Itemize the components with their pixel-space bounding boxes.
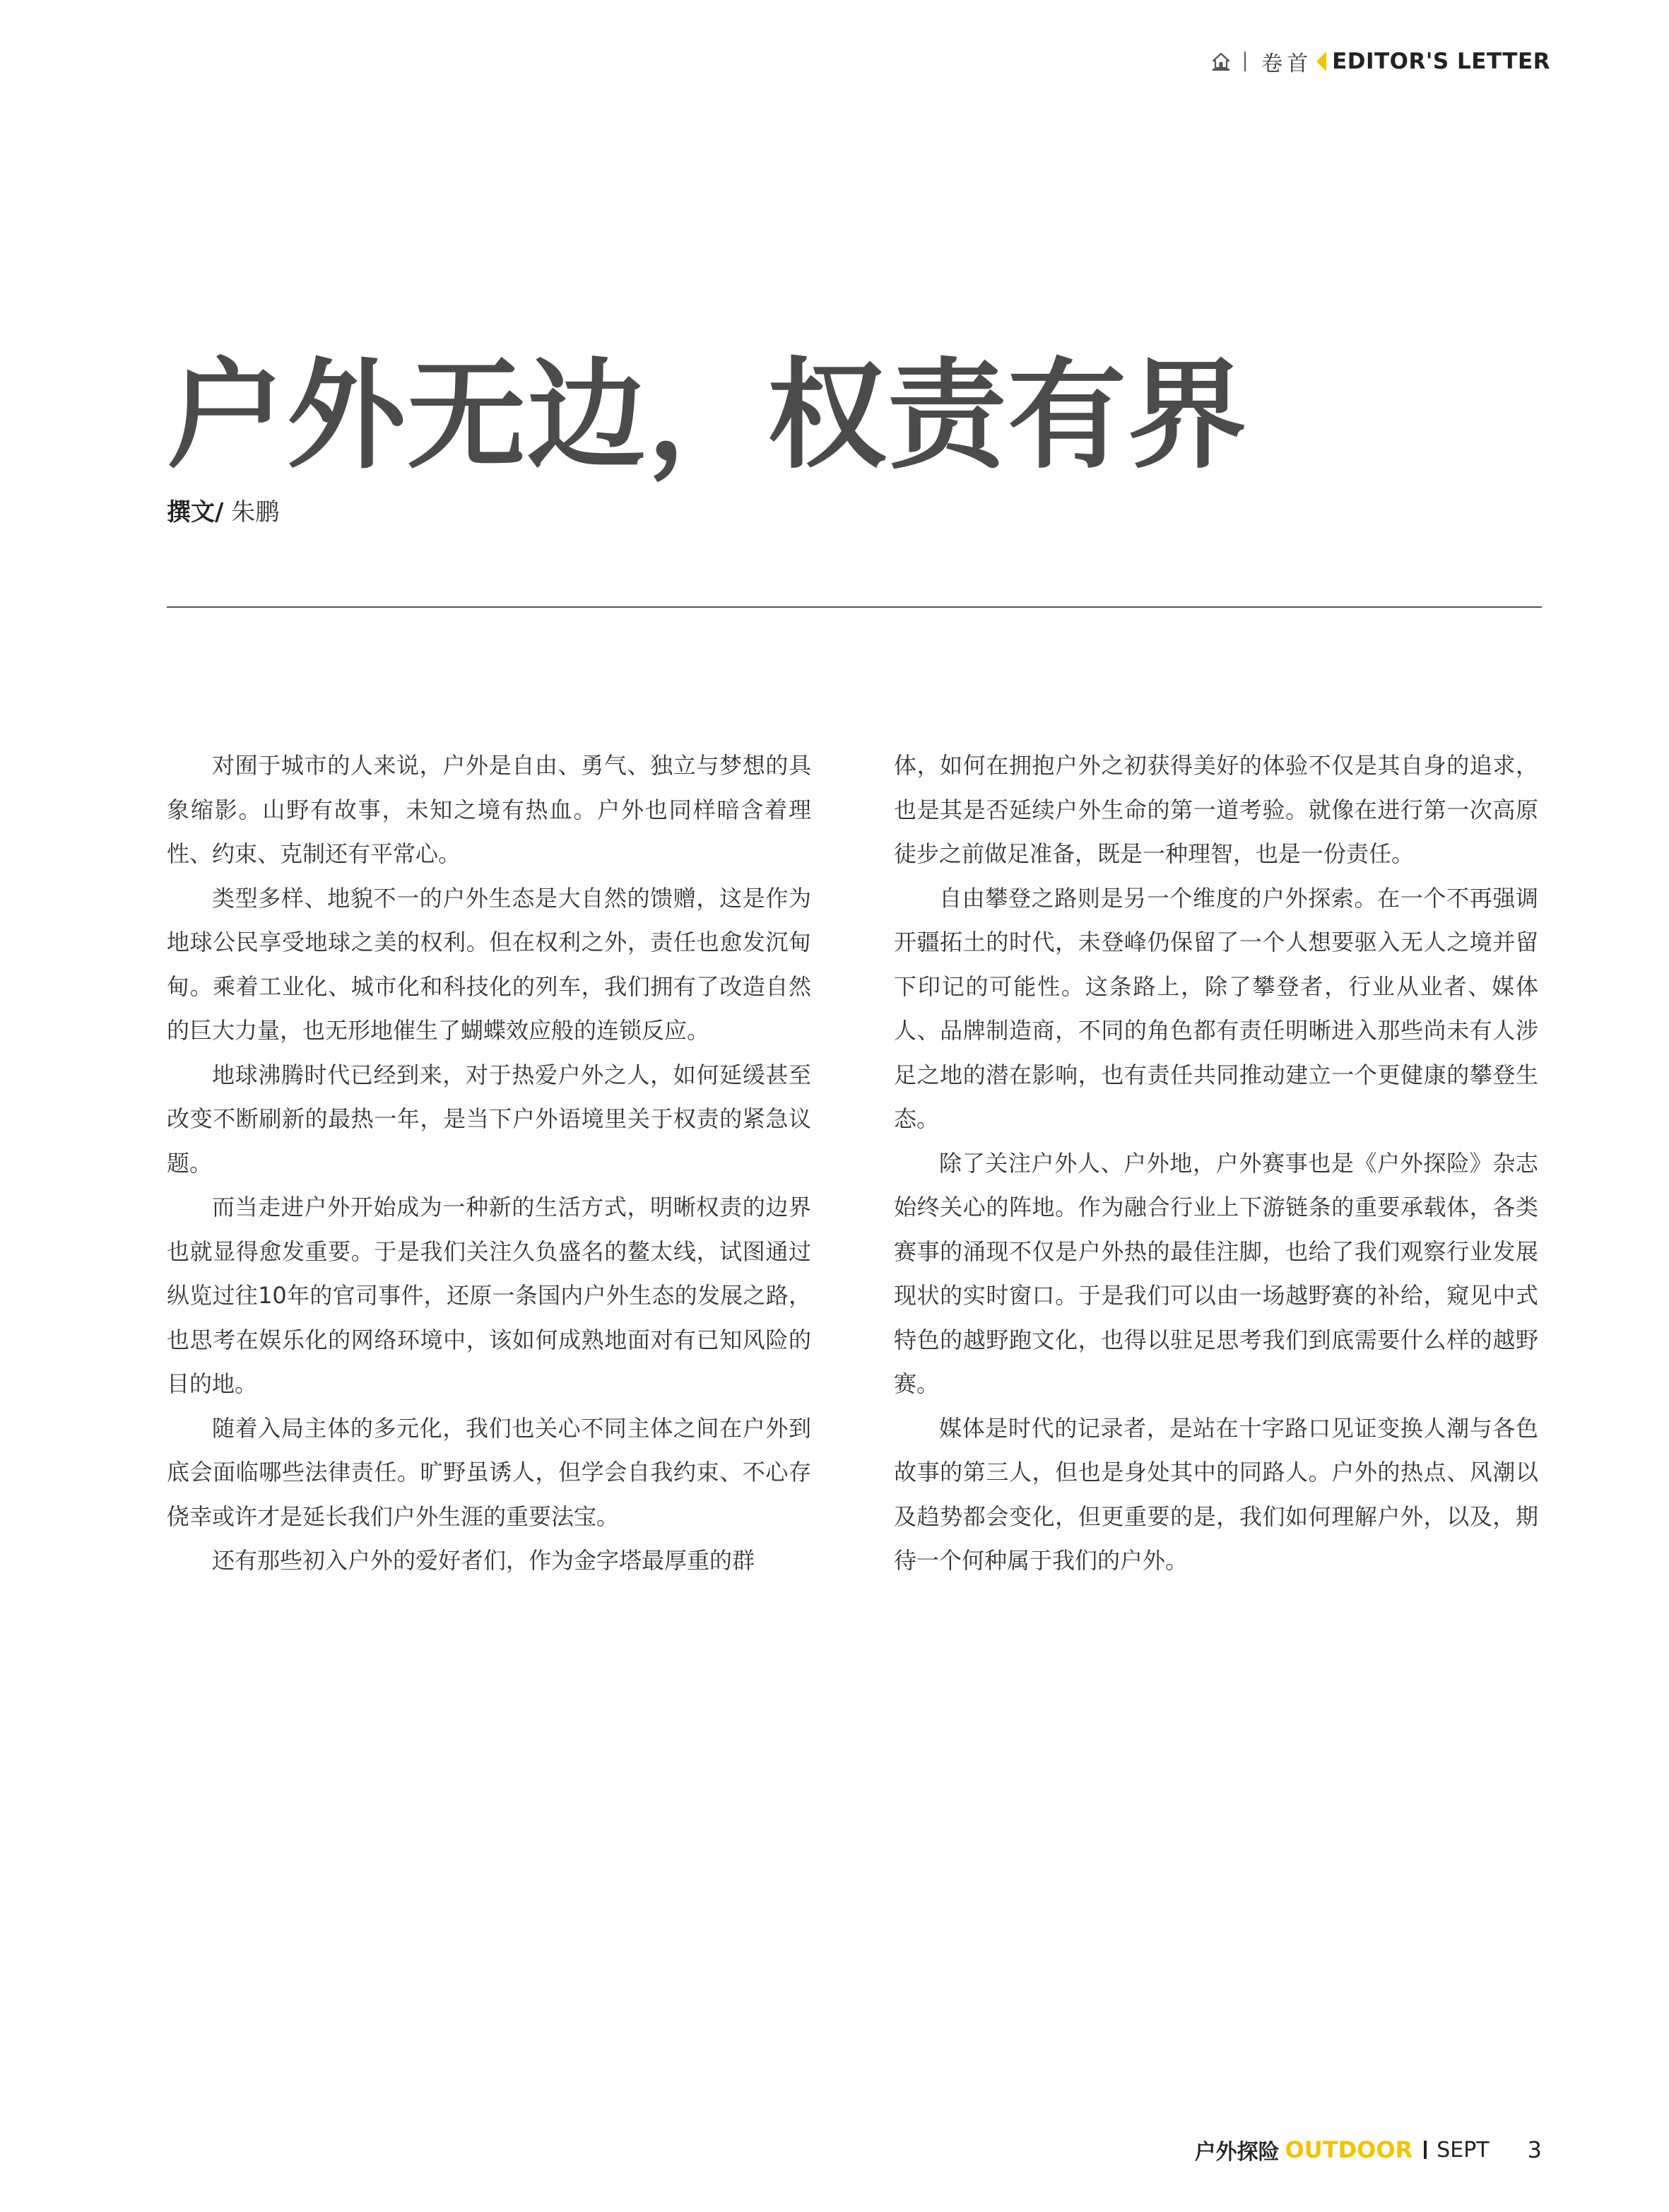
paragraph: 类型多样、地貌不一的户外生态是大自然的馈赠，这是作为地球公民享受地球之美的权利。但在权利之外，责任也愈发沉甸甸。乘着工业化、城市化和科技化的列车，我们拥有了改造自然的巨大力量，也无形地催生了蝴蝶效应般的连锁反应。	[167, 884, 811, 1044]
footer-separator	[1424, 2141, 1427, 2159]
paragraph: 媒体是时代的记录者，是站在十字路口见证变换人潮与各色故事的第三人，但也是身处其中的同路人。户外的热点、风潮以及趋势都会变化，但更重要的是，我们如何理解户外，以及，期待一个何种属于我们的户外。	[894, 1414, 1538, 1574]
byline-label: 撰文/	[167, 498, 224, 526]
paragraph: 除了关注户外人、户外地，户外赛事也是《户外探险》杂志始终关心的阵地。作为融合行业上下游链条的重要承载体，各类赛事的涌现不仅是户外热的最佳注脚，也给了我们观察行业发展现状的实时窗口。于是我们可以由一场越野赛的补给，窥见中式特色的越野跑文化，也得以驻足思考我们到底需要什么样的越野赛。	[894, 1149, 1538, 1397]
issue-month: SEPT	[1437, 2137, 1490, 2163]
paragraph: 对囿于城市的人来说，户外是自由、勇气、独立与梦想的具象缩影。山野有故事，未知之境有热血。户外也同样暗含着理性、约束、克制还有平常心。	[167, 752, 811, 867]
article-column-right	[894, 743, 1538, 1583]
paragraph: 还有那些初入户外的爱好者们，作为金字塔最厚重的群	[212, 1547, 755, 1574]
section-arrow-icon	[1316, 52, 1326, 71]
paragraph: 自由攀登之路则是另一个维度的户外探索。在一个不再强调开疆拓土的时代，未登峰仍保留了一个人想要驱入无人之境并留下印记的可能性。这条路上，除了攀登者，行业从业者、媒体人、品牌制造商，不同的角色都有责任明晰进入那些尚未有人涉足之地的潜在影响，也有责任共同推动建立一个更健康的攀登生态。	[894, 884, 1538, 1132]
home-icon	[1210, 51, 1232, 72]
magazine-name-en: OUTDOOR	[1285, 2136, 1413, 2163]
paragraph: 地球沸腾时代已经到来，对于热爱户外之人，如何延缓甚至改变不断刷新的最热一年，是当下户外语境里关于权责的紧急议题。	[167, 1061, 811, 1177]
page-number: 3	[1527, 2136, 1542, 2163]
article-column-left	[167, 743, 811, 1583]
byline	[167, 495, 279, 530]
section-title-cn: 卷首	[1261, 52, 1313, 76]
paragraph: 随着入局主体的多元化，我们也关心不同主体之间在户外到底会面临哪些法律责任。旷野虽诱人，但学会自我约束、不心存侥幸或许才是延长我们户外生涯的重要法宝。	[167, 1414, 811, 1530]
paragraph: 而当走进户外开始成为一种新的生活方式，明晰权责的边界也就显得愈发重要。于是我们关注久负盛名的鳌太线，试图通过纵览过往10年的官司事件，还原一条国内户外生态的发展之路，也思考在娱乐化的网络环境中，该如何成熟地面对有已知风险的目的地。	[167, 1194, 811, 1397]
paragraph-continued: 体，如何在拥抱户外之初获得美好的体验不仅是其自身的追求，也是其是否延续户外生命的第一道考验。就像在进行第一次高原徒步之前做足准备，既是一种理智，也是一份责任。	[894, 752, 1538, 867]
title-divider	[167, 606, 1542, 608]
article-title: 户外无边，权责有界	[167, 346, 1248, 485]
header-separator	[1244, 52, 1246, 71]
author-name: 朱鹏	[231, 498, 280, 526]
magazine-name-cn: 户外探险	[1194, 2140, 1280, 2165]
section-title-en: EDITOR'S LETTER	[1332, 49, 1550, 74]
page-footer	[1195, 2134, 1542, 2165]
page-header	[1210, 44, 1550, 79]
